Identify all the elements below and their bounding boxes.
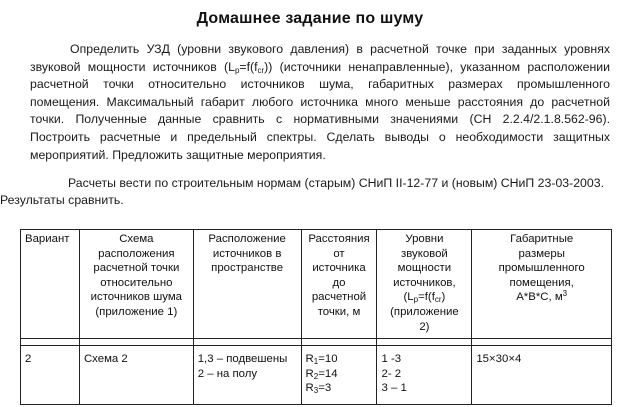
cell-placement: 1,3 – подвешены 2 – на полу bbox=[193, 346, 301, 405]
header-sound-power-levels: Уровни звуковой мощности источников, ($L_p=f(f_{cr})$ (приложение 2) bbox=[377, 230, 472, 339]
cell-dimensions: 15×30×4 bbox=[472, 346, 612, 405]
task-line-3: расчетной точки относительно источников шума, габаритных размерах промышленного bbox=[30, 77, 610, 92]
assignment-table bbox=[20, 229, 612, 405]
task-line-1: Определить УЗД (уровни звукового давления) в расчетной точке при заданных уровнях bbox=[70, 42, 610, 56]
task-line-6: Построить расчетные и предельный спектры. Сделать выводы о необходимости защитных bbox=[30, 129, 610, 144]
table-row bbox=[21, 346, 612, 405]
task-paragraph bbox=[30, 41, 610, 164]
table-header-row bbox=[21, 230, 612, 339]
instructions-line-1: Расчеты вести по строительным нормам (старым) СНиП II-12-77 и (новым) СНиП 23-03-2003. bbox=[68, 176, 604, 190]
header-variant: Вариант bbox=[21, 230, 80, 339]
cell-scheme: Схема 2 bbox=[79, 346, 193, 405]
instructions-paragraph bbox=[0, 175, 620, 209]
header-placement: Расположение источников в пространстве bbox=[193, 230, 301, 339]
task-line-2: звуковой мощности источников $(L_p=f(f_{cr}))$ (источники ненаправленные), указанном расположении bbox=[30, 59, 611, 75]
header-room-dimensions: Габаритные размеры промышленного помещения, А*В*С, $м^3$ bbox=[472, 230, 612, 339]
task-line-7: мероприятий. Предложить защитные мероприятия. bbox=[30, 147, 326, 162]
task-line-5: точки. Полученные данные сравнить с нормативными значениями (СН 2.2.4/2.1.8.562-96). bbox=[30, 112, 610, 127]
cell-levels: 1 -3 2- 2 3 – 1 bbox=[377, 346, 472, 405]
instructions-line-2: Результаты сравнить. bbox=[0, 193, 124, 207]
cell-distances: $R_1=10$ $R_2=14$ $R_3=3$ bbox=[301, 346, 377, 405]
header-scheme: Схема расположения расчетной точки относительно источников шума (приложение 1) bbox=[79, 230, 193, 339]
task-line-4: помещения. Максимальный габарит любого источника много меньше расстояния до расчетной bbox=[30, 94, 610, 109]
table-spacer-row bbox=[21, 339, 612, 346]
header-distance: Расстояния от источника до расчетной точки, м bbox=[301, 230, 377, 339]
page-title: Домашнее задание по шуму bbox=[196, 10, 424, 27]
cell-variant: 2 bbox=[21, 346, 80, 405]
